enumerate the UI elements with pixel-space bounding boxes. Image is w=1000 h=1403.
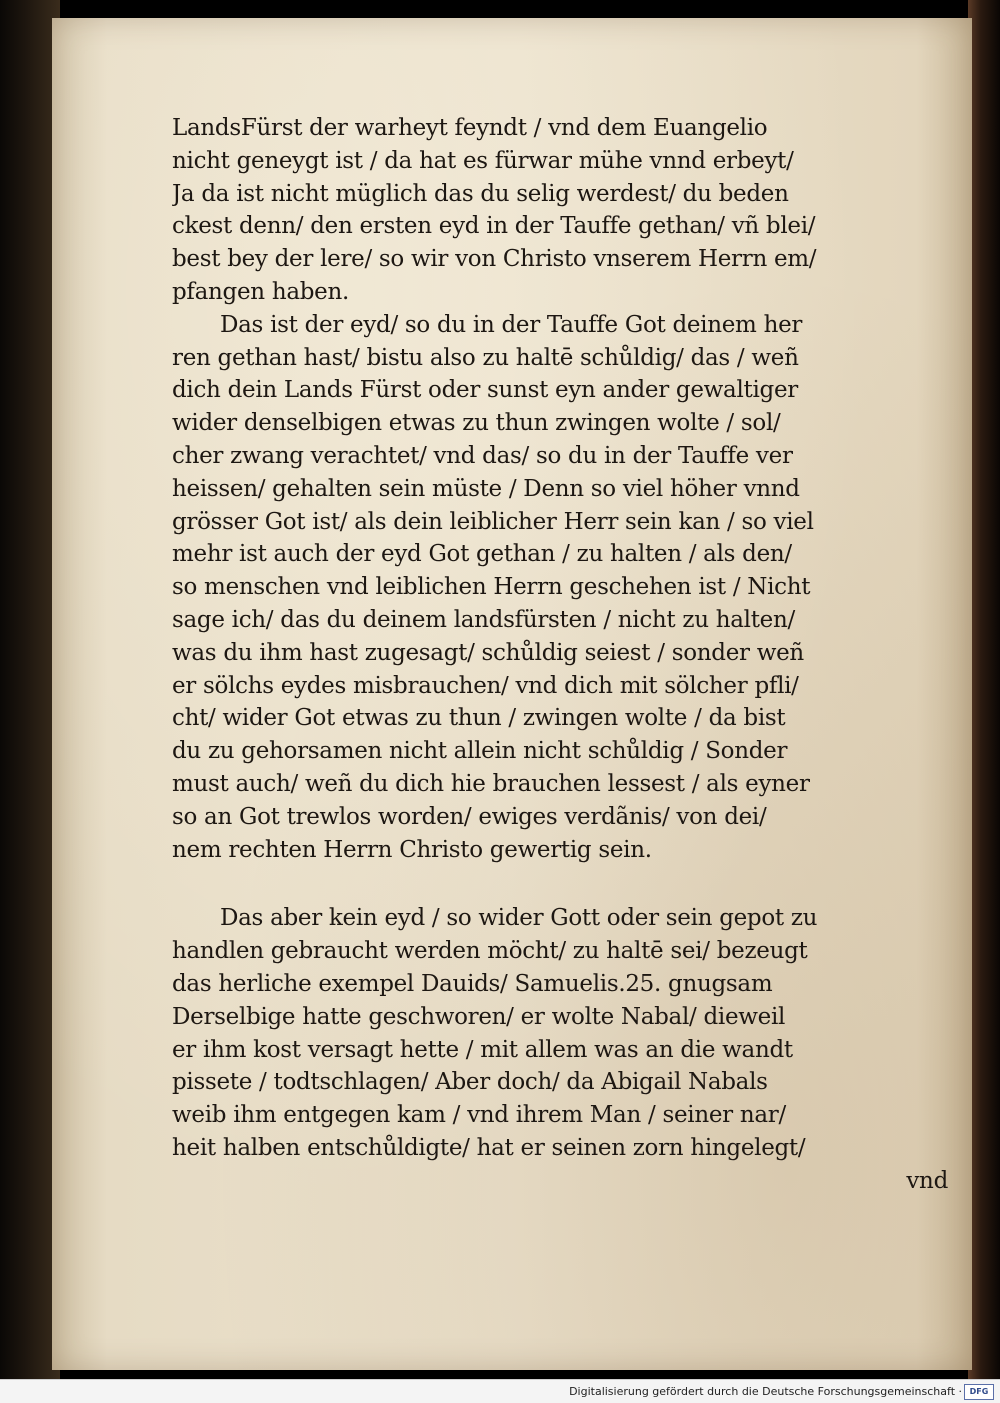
text-line: cht/ wider Got etwas zu thun / zwingen wolte / da bist bbox=[172, 705, 786, 732]
text-line: wider denselbigen etwas zu thun zwingen wolte / sol/ bbox=[172, 410, 781, 437]
paragraph-gap bbox=[172, 866, 962, 902]
text-line: mehr ist auch der eyd Got gethan / zu halten / als den/ bbox=[172, 541, 792, 568]
text-line: dich dein Lands Fürst oder sunst eyn ander gewaltiger bbox=[172, 377, 798, 404]
text-line: grösser Got ist/ als dein leiblicher Herr sein kan / so viel bbox=[172, 508, 814, 535]
text-line: nicht geneygt ist / da hat es fürwar mühe vnnd erbeyt/ bbox=[172, 147, 794, 174]
text-line: weib ihm entgegen kam / vnd ihrem Man / seiner nar/ bbox=[172, 1102, 786, 1129]
text-line: LandsFürst der warheyt feyndt / vnd dem Euangelio bbox=[172, 115, 768, 141]
text-line: nem rechten Herrn Christo gewertig sein. bbox=[172, 836, 652, 863]
text-line: heissen/ gehalten sein müste / Denn so viel höher vnnd bbox=[172, 475, 800, 502]
text-line: must auch/ weñ du dich hie brauchen lessest / als eyner bbox=[172, 770, 810, 797]
text-line: sage ich/ das du deinem landsfürsten / nicht zu halten/ bbox=[172, 606, 795, 633]
dfg-logo: DFG bbox=[964, 1384, 994, 1400]
text-line: was du ihm hast zugesagt/ schůldig seiest / sonder weñ bbox=[172, 639, 804, 666]
text-line: so an Got trewlos worden/ ewiges verdãnis/ von dei/ bbox=[172, 803, 767, 830]
text-line: er ihm kost versagt hette / mit allem was an die wandt bbox=[172, 1036, 793, 1063]
text-line: er sölchs eydes misbrauchen/ vnd dich mit sölcher pfli/ bbox=[172, 672, 799, 699]
funding-credit: Digitalisierung gefördert durch die Deutsche Forschungsgemeinschaft · bbox=[569, 1385, 962, 1398]
text-line: heit halben entschůldigte/ hat er seinen zorn hingelegt/ bbox=[172, 1134, 806, 1161]
text-line: ckest denn/ den ersten eyd in der Tauffe gethan/ vñ blei/ bbox=[172, 213, 816, 240]
paragraph-3 bbox=[172, 902, 962, 1164]
catchword: vnd bbox=[906, 1167, 948, 1194]
text-line: pissete / todtschlagen/ Aber doch/ da Abigail Nabals bbox=[172, 1069, 768, 1096]
text-line: best bey der lere/ so wir von Christo vnserem Herrn em/ bbox=[172, 246, 817, 273]
text-line: handlen gebraucht werden möcht/ zu haltē sei/ bezeugt bbox=[172, 938, 808, 965]
book-spine-shadow bbox=[0, 0, 60, 1380]
text-line: das herliche exempel Dauids/ Samuelis.25. gnugsam bbox=[172, 970, 773, 997]
text-line: pfangen haben. bbox=[172, 278, 350, 305]
paragraph-1 bbox=[172, 112, 962, 309]
footer-bar bbox=[0, 1379, 1000, 1403]
text-line: du zu gehorsamen nicht allein nicht schůldig / Sonder bbox=[172, 738, 788, 765]
text-line: Ja da ist nicht müglich das du selig werdest/ du beden bbox=[172, 180, 789, 207]
text-line: so menschen vnd leiblichen Herrn geschehen ist / Nicht bbox=[172, 574, 811, 601]
text-line: Derselbige hatte geschworen/ er wolte Nabal/ dieweil bbox=[172, 1003, 786, 1030]
paragraph-2 bbox=[172, 309, 962, 867]
text-line: Das ist der eyd/ so du in der Tauffe Got deinem her bbox=[220, 311, 803, 338]
page-text bbox=[172, 112, 962, 1198]
text-line: cher zwang verachtet/ vnd das/ so du in der Tauffe ver bbox=[172, 442, 793, 469]
book-cover-edge bbox=[968, 0, 1000, 1380]
text-line: Das aber kein eyd / so wider Gott oder sein gepot zu bbox=[220, 905, 818, 932]
text-line: ren gethan hast/ bistu also zu haltē schůldig/ das / weñ bbox=[172, 344, 799, 371]
